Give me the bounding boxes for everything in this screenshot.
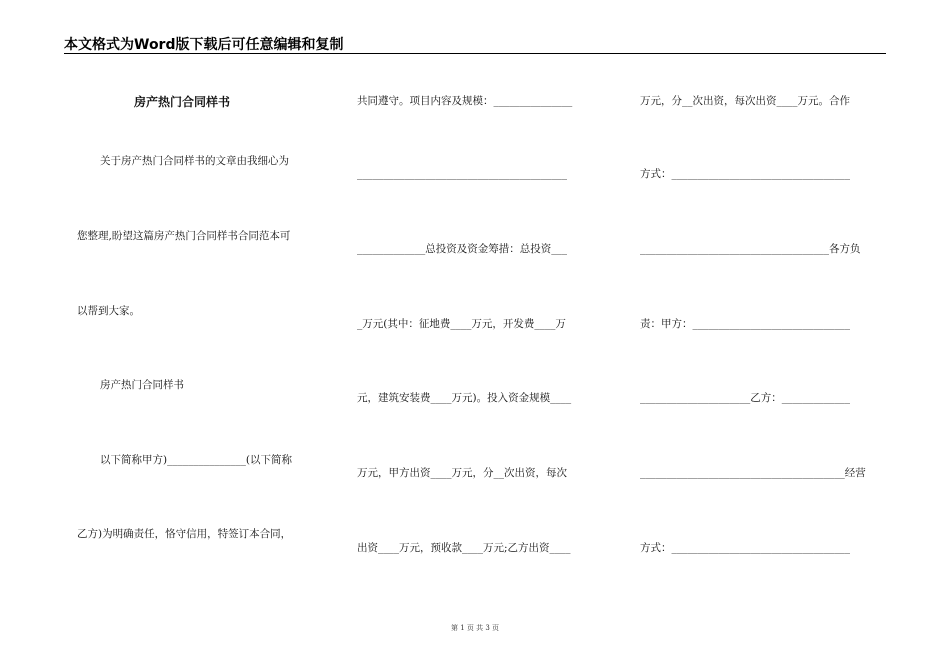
col2-line-4: _万元(其中：征地费____万元，开发费____万 [357, 318, 566, 330]
col3-line-6: _______________________________________经营 [640, 467, 866, 479]
col2-line-3: _____________总投资及资金筹措：总投资___ [357, 243, 567, 255]
col3-line-7: 方式：__________________________________ [640, 542, 850, 554]
col1-line-6: 乙方)为明确责任，恪守信用，特签订本合同， [77, 528, 292, 540]
page-number: 第 1 页 共 3 页 [450, 624, 500, 632]
col3-line-2: 方式：__________________________________ [640, 168, 850, 180]
col1-line-3: 以帮到大家。 [77, 305, 140, 317]
header-title: 本文格式为Word版下载后可任意编辑和复制 [64, 37, 344, 53]
col2-line-7: 出资____万元，预收款____万元;乙方出资____ [357, 542, 571, 554]
col2-line-5: 元，建筑安装费____万元)。投入资金规模____ [357, 392, 572, 404]
col1-line-5: 以下简称甲方)_______________(以下简称 [100, 454, 292, 466]
col3-line-3: ____________________________________各方负 [640, 243, 861, 255]
col2-line-6: 万元，甲方出资____万元，分__次出资，每次 [357, 467, 567, 479]
col2-line-2: ________________________________________ [357, 168, 567, 180]
header-divider [64, 53, 886, 54]
col3-line-5: _____________________乙方：_____________ [640, 392, 850, 404]
col1-line-1: 关于房产热门合同样书的文章由我细心为 [100, 155, 289, 167]
col1-line-2: 您整理,盼望这篇房产热门合同样书合同范本可 [77, 230, 291, 242]
col3-line-1: 万元，分__次出资，每次出资____万元。合作 [640, 95, 850, 107]
col1-line-4: 房产热门合同样书 [100, 379, 184, 391]
document-title: 房产热门合同样书 [134, 95, 231, 109]
col3-line-4: 责：甲方：______________________________ [640, 318, 850, 330]
col2-line-1: 共同遵守。项目内容及规模：_______________ [357, 95, 573, 107]
